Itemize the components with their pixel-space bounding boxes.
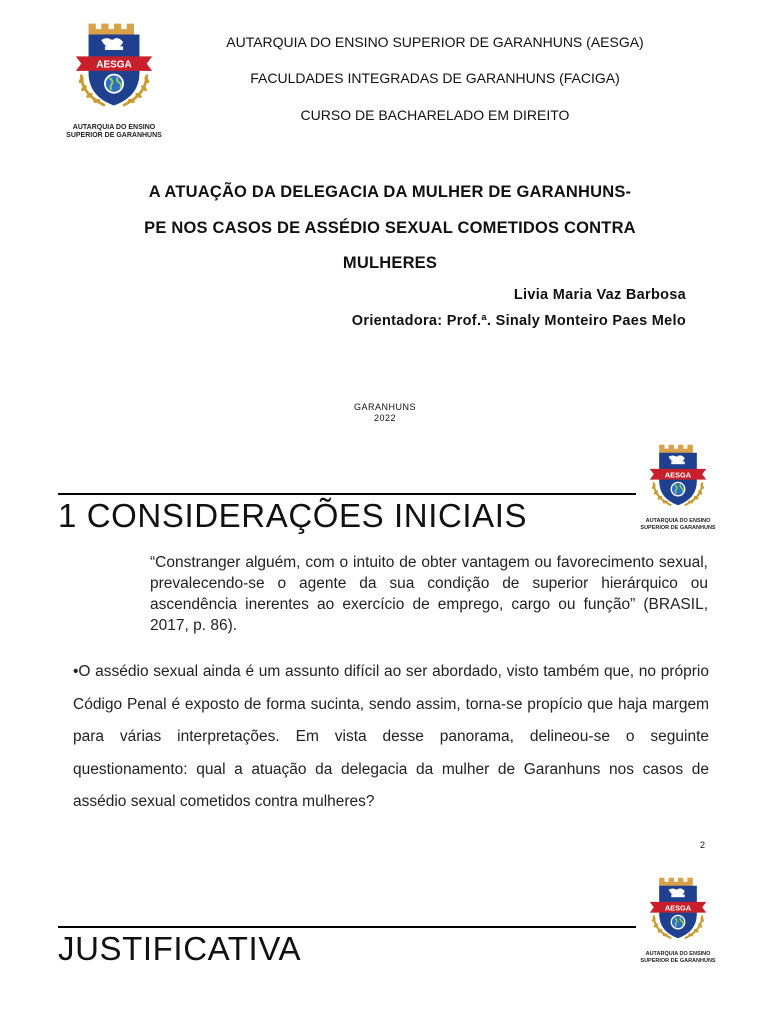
aesga-crest-icon	[640, 875, 716, 949]
logo-caption-line2: SUPERIOR DE GARANHUNS	[66, 132, 162, 139]
page-number: 2	[700, 840, 706, 850]
logo-caption-line2: SUPERIOR DE GARANHUNS	[640, 957, 716, 964]
author-name: Livia Maria Vaz Barbosa	[513, 287, 686, 303]
aesga-logo-slide2	[640, 442, 716, 531]
heading-rule	[58, 493, 636, 495]
logo-caption-line1: AUTARQUIA DO ENSINO	[72, 124, 156, 131]
body-paragraph: •O assédio sexual ainda é um assunto difícil ao ser abordado, visto também que, no próprio Código Penal é exposto de forma sucinta, sendo assim, torna-se propício que haja margem para várias interpretações. Em vista desse panorama, delineou-se o seguinte questionamento: qual a atuação da delegacia da mulher de Garanhuns nos casos de assédio sexual cometidos contra mulheres?	[73, 663, 709, 810]
section-heading-justificativa: JUSTIFICATIVA	[58, 930, 302, 967]
thesis-title-line1: A ATUAÇÃO DA DELEGACIA DA MULHER DE GARANHUNS-	[148, 183, 632, 201]
thesis-title-line3: MULHERES	[342, 254, 438, 272]
advisor-name: Orientadora: Prof.ª. Sinaly Monteiro Paes Melo	[351, 313, 686, 329]
city-label: GARANHUNS	[353, 402, 416, 412]
logo-caption-line1: AUTARQUIA DO ENSINO	[645, 518, 711, 524]
aesga-crest-icon	[640, 442, 716, 516]
thesis-title-line2: PE NOS CASOS DE ASSÉDIO SEXUAL COMETIDOS CONTRA	[144, 219, 636, 237]
logo-caption-line1: AUTARQUIA DO ENSINO	[645, 951, 711, 957]
aesga-crest-icon	[62, 20, 166, 120]
aesga-logo	[62, 20, 166, 140]
course-header: CURSO DE BACHARELADO EM DIREITO	[300, 107, 570, 123]
college-header: FACULDADES INTEGRADAS DE GARANHUNS (FACIGA)	[250, 70, 620, 86]
aesga-logo-slide3	[640, 875, 716, 964]
logo-caption-line2: SUPERIOR DE GARANHUNS	[640, 524, 716, 531]
section-heading: 1 CONSIDERAÇÕES INICIAIS	[58, 497, 528, 534]
heading-rule	[58, 926, 636, 928]
year-label: 2022	[373, 413, 397, 423]
legal-quote: “Constranger alguém, com o intuito de obter vantagem ou favorecimento sexual, prevalecendo-se o agente da sua condição de superior hierárquico ou ascendência inerentes ao exercício de emprego, cargo ou função” (BRASIL, 2017, p. 86).	[150, 554, 708, 634]
institution-header: AUTARQUIA DO ENSINO SUPERIOR DE GARANHUNS (AESGA)	[226, 34, 644, 50]
